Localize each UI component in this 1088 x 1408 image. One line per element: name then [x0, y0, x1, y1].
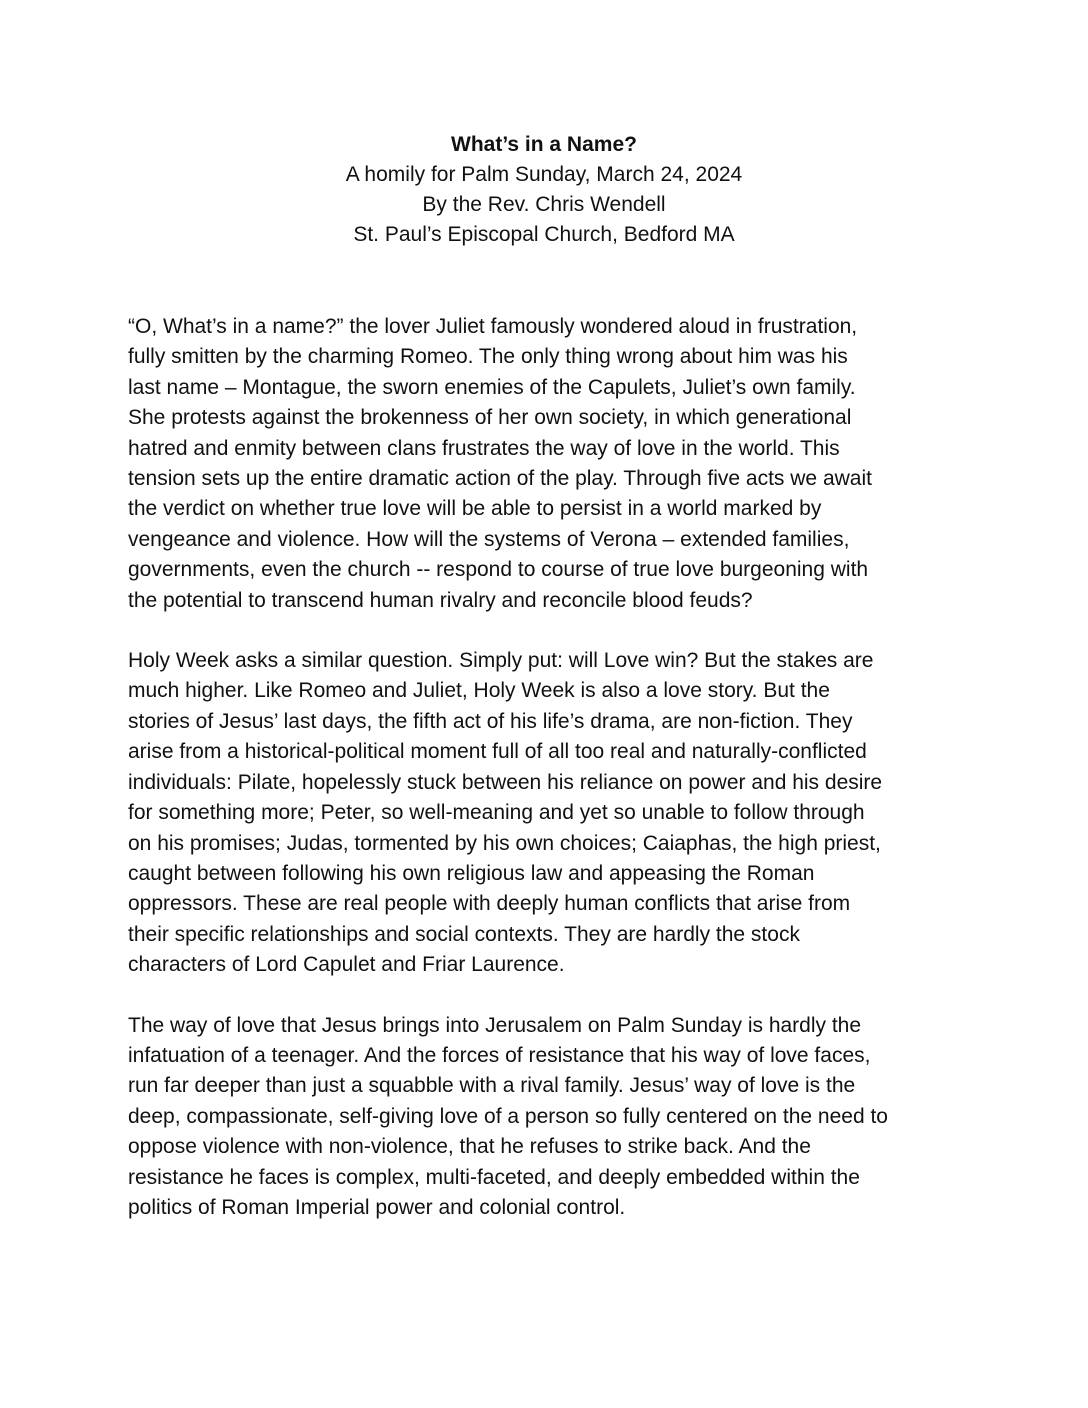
paragraph-line: last name – Montague, the sworn enemies of the Capulets, Juliet’s own family.: [128, 375, 856, 399]
document-body: [128, 312, 960, 1253]
paragraph: [128, 646, 960, 980]
document-church: St. Paul’s Episcopal Church, Bedford MA: [353, 223, 735, 246]
paragraph-line: caught between following his own religious law and appeasing the Roman: [128, 861, 815, 885]
paragraph-line: governments, even the church -- respond to course of true love burgeoning with: [128, 558, 869, 582]
paragraph-line: run far deeper than just a squabble with a rival family. Jesus’ way of love is the: [128, 1074, 856, 1098]
paragraph-line: the verdict on whether true love will be able to persist in a world marked by: [128, 497, 822, 521]
paragraph-line: She protests against the brokenness of her own society, in which generational: [128, 406, 852, 430]
paragraph-line: stories of Jesus’ last days, the fifth act of his life’s drama, are non-fiction. They: [128, 709, 853, 733]
paragraph: [128, 312, 960, 616]
document-subtitle: A homily for Palm Sunday, March 24, 2024: [345, 163, 743, 186]
paragraph-line: The way of love that Jesus brings into Jerusalem on Palm Sunday is hardly the: [128, 1013, 862, 1037]
paragraph-line: oppressors. These are real people with deeply human conflicts that arise from: [128, 892, 851, 916]
paragraph: [128, 1011, 960, 1224]
paragraph-line: for something more; Peter, so well-meaning and yet so unable to follow through: [128, 801, 865, 825]
paragraph-line: infatuation of a teenager. And the forces of resistance that his way of love faces,: [128, 1043, 871, 1067]
paragraph-line: vengeance and violence. How will the systems of Verona – extended families,: [128, 527, 850, 551]
paragraph-line: much higher. Like Romeo and Juliet, Holy Week is also a love story. But the: [128, 679, 830, 703]
paragraph-line: their specific relationships and social contexts. They are hardly the stock: [128, 922, 800, 946]
paragraph-line: “O, What’s in a name?” the lover Juliet famously wondered aloud in frustration,: [128, 315, 858, 338]
paragraph-line: hatred and enmity between clans frustrates the way of love in the world. This: [128, 436, 840, 460]
document-author: By the Rev. Chris Wendell: [422, 193, 666, 216]
paragraph-line: oppose violence with non-violence, that he refuses to strike back. And the: [128, 1135, 811, 1159]
paragraph-line: arise from a historical-political moment full of all too real and naturally-conflicted: [128, 740, 867, 764]
paragraph-line: politics of Roman Imperial power and colonial control.: [128, 1195, 626, 1219]
paragraph-line: the potential to transcend human rivalry and reconcile blood feuds?: [128, 588, 753, 612]
paragraph-line: characters of Lord Capulet and Friar Laurence.: [128, 953, 565, 977]
paragraph-line: Holy Week asks a similar question. Simply put: will Love win? But the stakes are: [128, 649, 874, 673]
paragraph-line: deep, compassionate, self-giving love of a person so fully centered on the need to: [128, 1104, 888, 1128]
paragraph-line: on his promises; Judas, tormented by his own choices; Caiaphas, the high priest,: [128, 831, 881, 855]
paragraph-line: tension sets up the entire dramatic action of the play. Through five acts we await: [128, 467, 872, 491]
document-header: [0, 130, 1088, 250]
paragraph-line: individuals: Pilate, hopelessly stuck between his reliance on power and his desire: [128, 770, 883, 794]
paragraph-line: resistance he faces is complex, multi-faceted, and deeply embedded within the: [128, 1165, 860, 1189]
paragraph-line: fully smitten by the charming Romeo. The only thing wrong about him was his: [128, 345, 848, 369]
document-title: What’s in a Name?: [451, 133, 637, 156]
